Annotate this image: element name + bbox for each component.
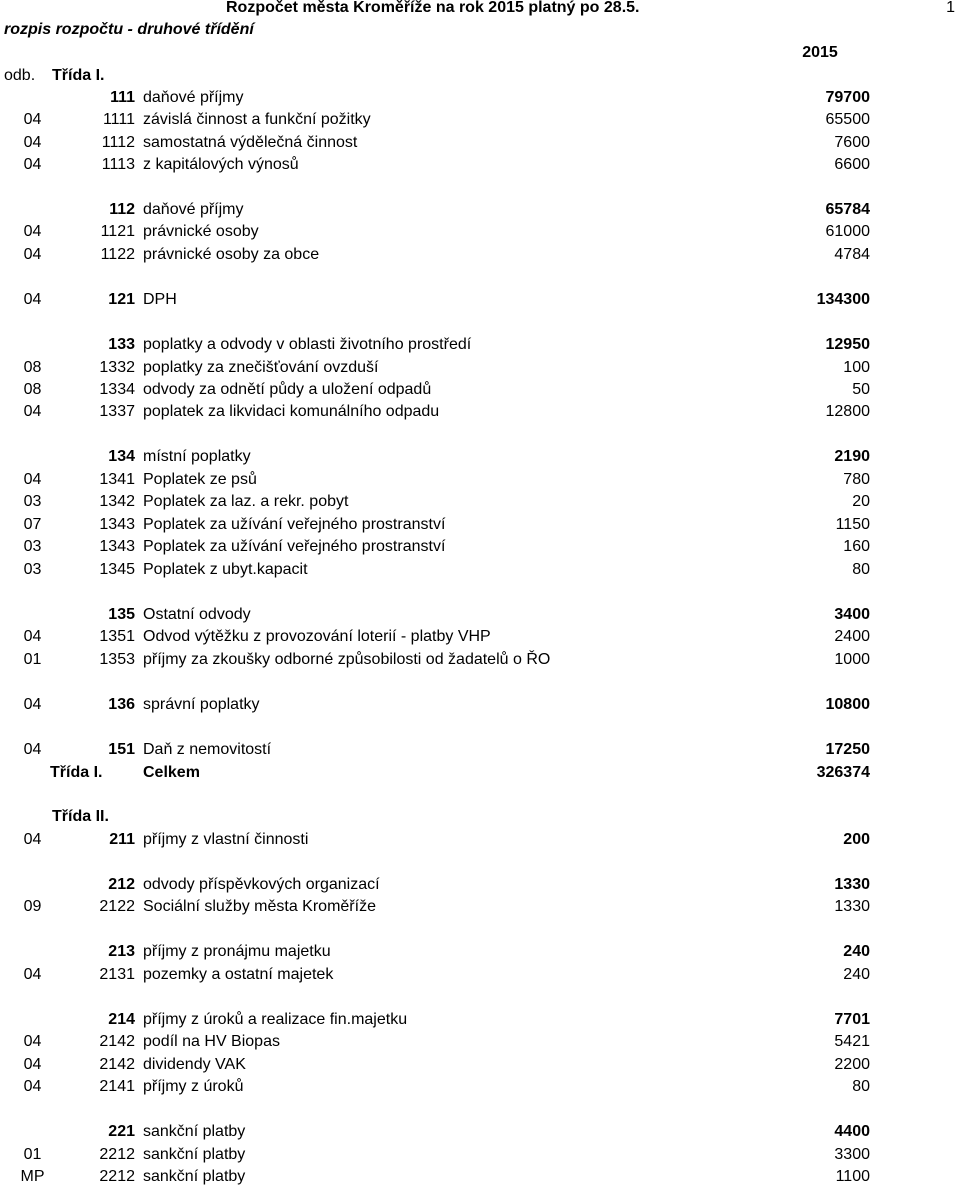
row-item-code: 1334 (99, 381, 135, 398)
row-amount: 80 (852, 561, 870, 578)
row-amount: 4400 (834, 1123, 870, 1140)
row-department: 04 (23, 696, 42, 713)
row-item-code: 2142 (99, 1033, 135, 1050)
row-description: sankční platby (143, 1123, 246, 1140)
row-item-code: 214 (108, 1011, 135, 1028)
row-description: daňové příjmy (143, 89, 244, 106)
row-item-code: 2142 (99, 1056, 135, 1073)
row-amount: 4784 (834, 246, 870, 263)
row-department (10, 447, 55, 467)
row-item-code: 211 (109, 831, 135, 848)
row-item-code: 135 (108, 606, 135, 623)
row-description: dividendy VAK (143, 1056, 246, 1073)
row-item-code: 1121 (100, 223, 135, 240)
row-item-code: 1343 (99, 516, 135, 533)
row-amount: 780 (843, 471, 870, 488)
row-item-code: 1345 (99, 561, 135, 578)
row-amount: 1100 (835, 1168, 870, 1185)
row-description: z kapitálových výnosů (143, 156, 299, 173)
odb-column-label: odb. (4, 67, 36, 84)
row-amount: 6600 (834, 156, 870, 173)
row-amount: 12800 (825, 403, 870, 420)
row-department: 04 (23, 741, 42, 758)
row-item-code: 121 (108, 291, 135, 308)
row-description: příjmy z úroků a realizace fin.majetku (143, 1011, 408, 1028)
row-description: příjmy z pronájmu majetku (143, 943, 331, 960)
row-department (10, 942, 55, 962)
row-amount: 1330 (834, 876, 870, 893)
row-item-code: 1343 (99, 538, 135, 555)
row-description: Daň z nemovitostí (143, 741, 272, 758)
row-description: Poplatek z ubyt.kapacit (143, 561, 308, 578)
row-department (10, 1122, 55, 1142)
row-department: 04 (23, 223, 42, 240)
row-amount: 7600 (834, 134, 870, 151)
row-item-code: 1351 (99, 628, 135, 645)
row-description: DPH (143, 291, 177, 308)
row-item-code: 2122 (99, 898, 135, 915)
row-department: 07 (23, 516, 42, 533)
row-description: místní poplatky (143, 448, 251, 465)
row-item-code: 134 (108, 448, 135, 465)
year-header: 2015 (802, 44, 838, 61)
class-heading: Třída II. (52, 808, 109, 825)
row-department: MP (20, 1168, 45, 1185)
row-amount: 5421 (834, 1033, 870, 1050)
row-department: 04 (23, 111, 42, 128)
row-amount: 2400 (834, 628, 870, 645)
row-description: odvody příspěvkových organizací (143, 876, 380, 893)
row-item-code: 1112 (101, 134, 135, 151)
row-item-code: 221 (108, 1123, 135, 1140)
row-amount: 10800 (825, 696, 870, 713)
row-description: daňové příjmy (143, 201, 244, 218)
row-description: poplatky za znečišťování ovzduší (143, 359, 379, 376)
row-department: 03 (23, 538, 42, 555)
row-department: 04 (23, 471, 42, 488)
row-item-code: 151 (108, 741, 135, 758)
row-item-code: 212 (108, 876, 135, 893)
row-amount: 50 (852, 381, 870, 398)
row-item-code: 1353 (99, 651, 135, 668)
row-description: právnické osoby (143, 223, 259, 240)
row-description: příjmy z vlastní činnosti (143, 831, 309, 848)
row-description: Poplatek ze psů (143, 471, 257, 488)
row-department: 01 (23, 651, 42, 668)
row-amount: 65784 (825, 201, 870, 218)
row-department: 04 (23, 966, 42, 983)
row-description: Sociální služby města Kroměříže (143, 898, 376, 915)
class-heading: Třída I. (52, 67, 105, 84)
page-number: 1 (946, 0, 955, 16)
page-title: Rozpočet města Kroměříže na rok 2015 platný po 28.5. (226, 0, 640, 16)
row-amount: 100 (843, 359, 870, 376)
row-department: 04 (23, 403, 42, 420)
row-item-code: 2212 (99, 1168, 135, 1185)
row-item-code: 1341 (99, 471, 135, 488)
row-description: příjmy za zkoušky odborné způsobilosti od žadatelů o ŘO (143, 651, 551, 668)
row-amount: 3400 (834, 606, 870, 623)
row-department: 04 (23, 246, 42, 263)
row-amount: 160 (843, 538, 870, 555)
row-department: 03 (23, 561, 42, 578)
row-department: 04 (23, 628, 42, 645)
row-item-code: 1342 (99, 493, 135, 510)
row-description: Ostatní odvody (143, 606, 251, 623)
row-amount: 80 (852, 1078, 870, 1095)
row-amount: 20 (852, 493, 870, 510)
row-amount: 240 (843, 943, 870, 960)
row-description: Odvod výtěžku z provozování loterií - platby VHP (143, 628, 491, 645)
row-description: právnické osoby za obce (143, 246, 320, 263)
row-amount: 17250 (825, 741, 870, 758)
row-amount: 12950 (825, 336, 870, 353)
row-item-code: 1332 (99, 359, 135, 376)
row-item-code: 112 (109, 201, 135, 218)
row-department: 09 (23, 898, 42, 915)
row-description: Poplatek za laz. a rekr. pobyt (143, 493, 349, 510)
row-item-code: 1337 (99, 403, 135, 420)
row-department: 04 (23, 134, 42, 151)
row-item-code: 111 (110, 89, 135, 106)
row-description: závislá činnost a funkční požitky (143, 111, 371, 128)
row-department (10, 875, 55, 895)
row-department: 04 (23, 291, 42, 308)
row-department: 04 (23, 1056, 42, 1073)
row-description: příjmy z úroků (143, 1078, 244, 1095)
row-department: 03 (23, 493, 42, 510)
row-amount: 7701 (834, 1011, 870, 1028)
row-description: poplatek za likvidaci komunálního odpadu (143, 403, 440, 420)
row-department (10, 88, 55, 108)
row-description: správní poplatky (143, 696, 260, 713)
row-department (10, 1010, 55, 1030)
total-class-label: Třída I. (50, 764, 103, 781)
row-amount: 3300 (834, 1146, 870, 1163)
row-amount: 1330 (834, 898, 870, 915)
row-description: poplatky a odvody v oblasti životního prostředí (143, 336, 472, 353)
row-item-code: 2131 (99, 966, 135, 983)
row-department (10, 605, 55, 625)
row-department: 08 (23, 359, 42, 376)
row-department: 04 (23, 1033, 42, 1050)
row-department: 04 (23, 156, 42, 173)
row-department: 08 (23, 381, 42, 398)
row-description: pozemky a ostatní majetek (143, 966, 334, 983)
page-subtitle: rozpis rozpočtu - druhové třídění (4, 21, 254, 38)
row-amount: 2200 (834, 1056, 870, 1073)
row-amount: 65500 (825, 111, 870, 128)
row-item-code: 2212 (99, 1146, 135, 1163)
total-amount: 326374 (816, 764, 870, 781)
row-amount: 1000 (834, 651, 870, 668)
row-description: samostatná výdělečná činnost (143, 134, 358, 151)
row-amount: 200 (843, 831, 870, 848)
row-department: 04 (23, 831, 42, 848)
row-item-code: 1122 (100, 246, 135, 263)
row-amount: 2190 (834, 448, 870, 465)
row-amount: 79700 (825, 89, 870, 106)
row-description: Poplatek za užívání veřejného prostranství (143, 538, 446, 555)
row-description: podíl na HV Biopas (143, 1033, 280, 1050)
row-department: 04 (23, 1078, 42, 1095)
row-amount: 134300 (816, 291, 870, 308)
row-description: sankční platby (143, 1168, 246, 1185)
row-item-code: 1111 (102, 111, 135, 128)
row-item-code: 213 (108, 943, 135, 960)
row-amount: 61000 (825, 223, 870, 240)
row-description: odvody za odnětí půdy a uložení odpadů (143, 381, 432, 398)
row-item-code: 136 (108, 696, 135, 713)
row-item-code: 133 (108, 336, 135, 353)
row-department: 01 (23, 1146, 42, 1163)
row-description: Poplatek za užívání veřejného prostranství (143, 516, 446, 533)
row-item-code: 1113 (101, 156, 135, 173)
row-amount: 1150 (835, 516, 870, 533)
total-label: Celkem (143, 764, 200, 781)
row-amount: 240 (843, 966, 870, 983)
row-description: sankční platby (143, 1146, 246, 1163)
row-department (10, 335, 55, 355)
row-item-code: 2141 (99, 1078, 135, 1095)
row-department (10, 200, 55, 220)
